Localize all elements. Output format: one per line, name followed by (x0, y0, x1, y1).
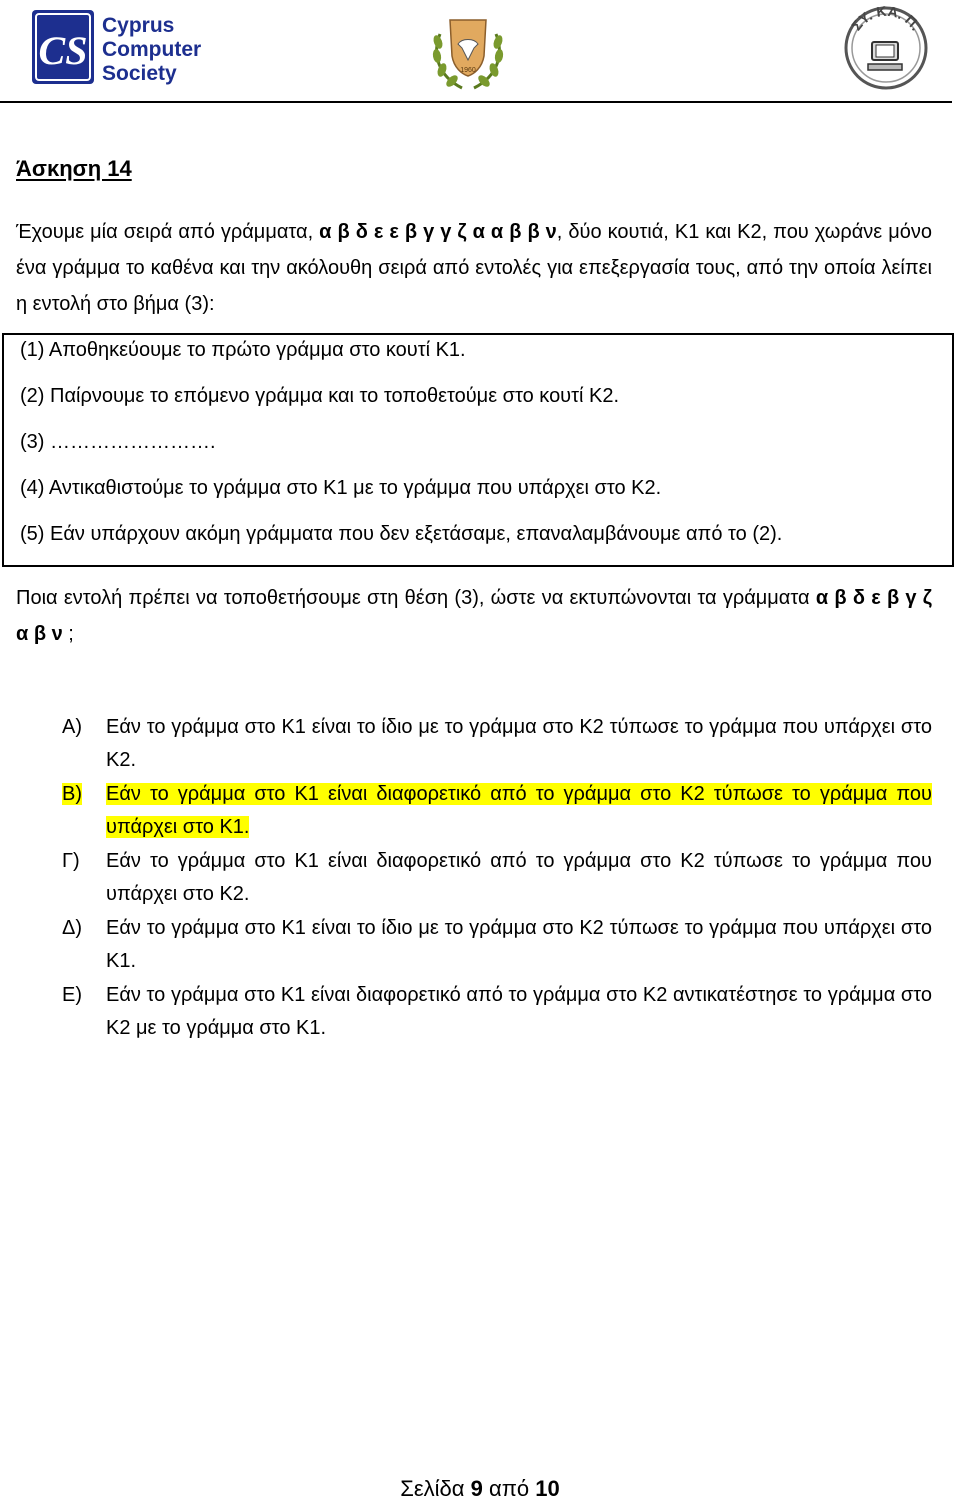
answer-option-a[interactable] (62, 711, 932, 777)
footer-total-pages: 10 (535, 1476, 560, 1501)
answer-text: Εάν το γράμμα στο Κ1 είναι το ίδιο με το γράμμα στο Κ2 τύπωσε το γράμμα που υπάρχει στο Κ2. (106, 716, 932, 771)
answer-option-d[interactable] (62, 912, 932, 978)
question-text-after: ; (62, 623, 74, 645)
steps-box (2, 333, 954, 567)
step-4: (4) Αντικαθιστούμε το γράμμα στο Κ1 με το γράμμα που υπάρχει στο Κ2. (20, 477, 662, 499)
step-2: (2) Παίρνουμε το επόμενο γράμμα και το τοποθετούμε στο κουτί Κ2. (20, 385, 620, 407)
answer-letter: Δ) (62, 917, 83, 939)
sykap-logo (836, 4, 936, 92)
page-header (0, 0, 960, 102)
answer-letter (62, 778, 106, 811)
svg-text:1960: 1960 (460, 67, 476, 74)
ccs-logo-line-1: Cyprus (102, 14, 175, 37)
intro-text-before: Έχουμε μία σειρά από γράμματα, (16, 221, 320, 243)
answer-text-highlight: Εάν το γράμμα στο Κ1 είναι διαφορετικό από το γράμμα στο Κ2 τύπωσε το γράμμα που υπάρχει στο Κ1. (106, 783, 932, 838)
answer-text: Εάν το γράμμα στο Κ1 είναι διαφορετικό από το γράμμα στο Κ2 τύπωσε το γράμμα που υπάρχει στο Κ2. (106, 850, 932, 905)
footer-page-number: 9 (470, 1476, 483, 1501)
answer-text: Εάν το γράμμα στο Κ1 είναι το ίδιο με το γράμμα στο Κ2 τύπωσε το γράμμα που υπάρχει στο Κ1. (106, 917, 932, 972)
ccs-logo-line-2: Computer (102, 38, 202, 61)
question (16, 580, 932, 652)
exercise-title: Άσκηση 14 (16, 156, 132, 181)
question-text-before: Ποια εντολή πρέπει να τοποθετήσουμε στη θέση (3), ώστε να εκτυπώνονται τα γράμματα (16, 587, 816, 609)
question-letter-sequence: α β δ ε β γ ζ α β ν (16, 587, 932, 645)
answer-option-b[interactable] (62, 778, 932, 844)
intro-letter-sequence: α β δ ε ε β γ γ ζ α α β β ν (319, 221, 557, 243)
svg-text:ΣΥ. ΚΑ. Π.: ΣΥ. ΚΑ. Π. (848, 4, 925, 34)
answer-letter: Ε) (62, 984, 82, 1006)
page-footer (0, 1476, 960, 1502)
footer-of-word: από (489, 1476, 530, 1501)
svg-text:CS: CS (38, 28, 88, 73)
ccs-logo-line-3: Society (102, 62, 177, 85)
answer-option-e[interactable] (62, 979, 932, 1045)
step-5: (5) Εάν υπάρχουν ακόμη γράμματα που δεν εξετάσαμε, επαναλαμβάνουμε από το (2). (20, 523, 783, 545)
exercise-intro (16, 214, 932, 322)
step-3: (3) ……………………. (20, 431, 216, 453)
answer-text: Εάν το γράμμα στο Κ1 είναι διαφορετικό από το γράμμα στο Κ2 αντικατέστησε το γράμμα στο Κ2 με το γράμμα στο Κ1. (106, 984, 932, 1039)
answer-option-c[interactable] (62, 845, 932, 911)
answer-text-highlighted (106, 778, 932, 844)
header-divider (0, 101, 952, 103)
cyprus-computer-society-logo (30, 8, 210, 88)
answer-letter-highlight: Β) (62, 783, 82, 805)
intro-text-after: , δύο κουτιά, Κ1 και Κ2, που χωράνε μόνο ένα γράμμα το καθένα και την ακόλουθη σειρά από εντολές για επεξεργασία τους, από την οποία λείπει η εντολή στο βήμα (3): (16, 221, 932, 315)
answer-letter: Γ) (62, 850, 80, 872)
step-1: (1) Αποθηκεύουμε το πρώτο γράμμα στο κουτί Κ1. (20, 339, 466, 361)
answer-letter: Α) (62, 716, 82, 738)
cyprus-emblem-logo (428, 14, 508, 94)
footer-page-word: Σελίδα (400, 1476, 465, 1501)
